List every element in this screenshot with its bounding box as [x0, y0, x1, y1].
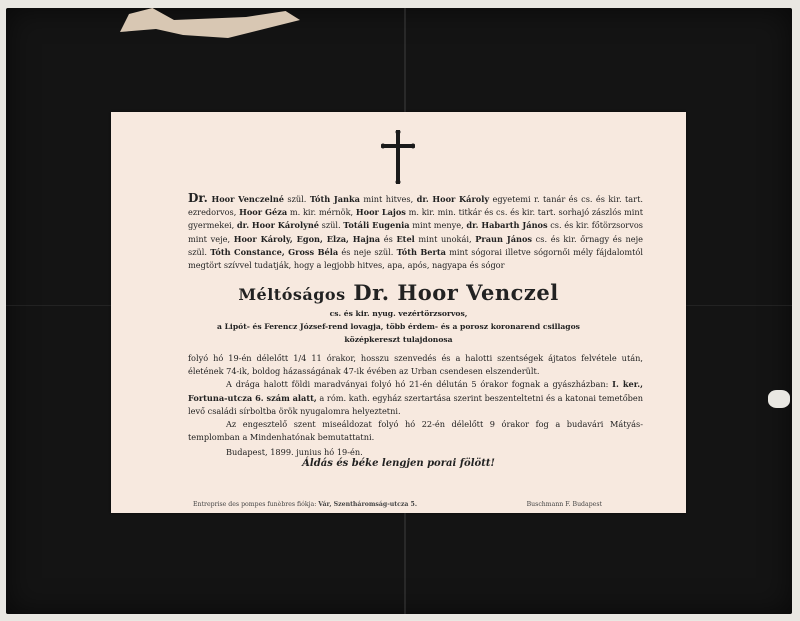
printer-imprint: Buschmann F. Budapest — [526, 501, 602, 508]
blessing-line: Áldás és béke lengjen porai fölött! — [302, 458, 495, 469]
torn-edge — [768, 390, 790, 408]
notice-body — [188, 352, 643, 460]
death-details: folyó hó 19-én délelőtt 1/4 11 órakor, hosszu szenvedés és a halotti szentségek ájtatos felvétele után, életének 74-ik, boldog házasságának 47-ik évében az Urban csendesen elszenderült. — [188, 353, 643, 377]
deceased-rank: cs. és kir. nyug. vezértörzsorvos, — [329, 309, 468, 318]
undertaker-imprint: Entreprise des pompes funèbres fiókja: Vár, Szentháromság-utcza 5. — [193, 501, 418, 508]
deceased-honours: a Lipót- és Ferencz József-rend lovagja, több érdem- és a porosz koronarend csillagos — [217, 322, 580, 331]
death-notice-card — [111, 112, 686, 513]
family-announcement: Dr. Hoor Venczelné szül. Tóth Janka mint hitves, dr. Hoor Károly egyetemi r. tanár és cs. és kir. tart. ezredorvos, Hoor Géza m. kir. mérnök, Hoor Lajos m. kir. min. titkár és cs. és kir. tart. sorhajó zászlós mint gyermekei, dr. Hoor Károlyné szül. Totáli Eugenia mint menye, dr. Habarth János cs. és kir. főtörzsorvos mint veje, Hoor Károly, Egon, Elza, Hajna és Etel mint unokái, Praun János cs. és kir. őrnagy és neje szül. Tóth Constance, Gross Béla és neje szül. Tóth Berta mint sógorai illetve sógornői mély fájdalomtól megtört szívvel tudatják, hogy a legjobb hitves, apa, após, nagyapa és sógor — [188, 191, 643, 271]
deceased-honours-cont: középkereszt tulajdonosa — [344, 335, 453, 344]
notice-date: Budapest, 1899. junius hó 19-én. — [226, 447, 363, 458]
deceased-name: Méltóságos Dr. Hoor Venczel — [238, 280, 559, 305]
funeral-details: A drága halott földi maradványai folyó hó 21-én délután 5 órakor fognak a gyászházban: I. ker., Fortuna-utcza 6. szám alatt, a róm. kath. egyház szertartása szerint beszenteltetni és a katonai temetőben levő családi sírboltba örök nyugalomra helyeztetni. — [188, 379, 643, 416]
mass-details: Az engesztelő szent miseáldozat folyó hó 22-én délelőtt 9 órakor fog a budavári Mátyás-templomban a Mindenhatónak bemutattatni. — [188, 419, 643, 443]
cross-icon — [381, 130, 415, 184]
